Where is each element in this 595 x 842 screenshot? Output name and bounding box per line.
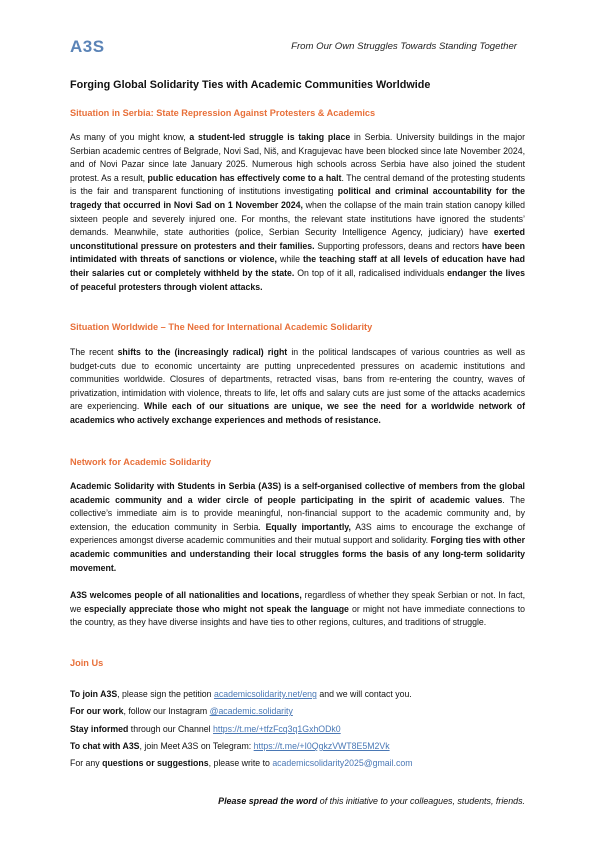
text-run: , follow our Instagram	[123, 706, 210, 716]
text-run: , join Meet A3S on Telegram:	[139, 741, 254, 751]
text-run: through our Channel	[128, 724, 214, 734]
join-line-instagram	[70, 705, 293, 718]
text-run-bold: Forging ties with other academic communities and understanding their local struggles forms the basis of any long-term solidarity movement.	[70, 535, 525, 573]
text-run: The recent	[70, 347, 118, 357]
join-line-channel	[70, 723, 341, 736]
text-run-bold: To chat with A3S	[70, 741, 140, 751]
text-run-bold: exerted unconstitutional pressure on protesters and their families.	[70, 227, 525, 251]
instagram-link[interactable]: @academic.solidarity	[209, 706, 293, 716]
text-run: , please write to	[208, 758, 273, 768]
text-run: , please sign the petition	[117, 689, 214, 699]
text-run: . The central demand of the protesting students is the fair and transparent functioning of institutions investigating	[70, 172, 526, 197]
text-run-bold: endanger the lives of peaceful protesters through violent attacks.	[70, 267, 525, 292]
email-link[interactable]: academicsolidarity2025@gmail.com	[272, 758, 413, 768]
paragraph-network-2	[70, 589, 525, 630]
heading-serbia: Situation in Serbia: State Repression Against Protesters & Academics	[70, 108, 376, 118]
text-run: As many of you might know,	[70, 132, 190, 142]
text-run: of this initiative to your colleagues, students, friends.	[317, 796, 525, 806]
heading-join: Join Us	[70, 658, 104, 668]
text-run-bold: Academic Solidarity with Students in Serbia (A3S) is a self-organised collective of members from the global academic community and a wider circle of people participating in the spirit of academic values	[70, 481, 525, 505]
text-run-bold: questions or suggestions	[102, 758, 209, 768]
text-run-bold: For our work	[70, 706, 124, 716]
text-run-bold: A3S welcomes people of all nationalities and locations,	[70, 590, 302, 600]
join-line-petition	[70, 688, 412, 701]
text-run: On top of it all, radicalised individuals	[294, 267, 448, 278]
text-run-bold: To join A3S	[70, 689, 118, 699]
text-run: when the collapse of the main train station canopy killed sixteen people and severely injured one. For months, the relevant state institutions have ignored the students’ demands. Meanwhile, state authorities (police, Serbian Security Intelligence Agency, judiciary) have	[70, 199, 525, 238]
text-run: while	[276, 254, 304, 265]
text-run-bold: the teaching staff at all levels of education have had their salaries cut or completely withheld by the state.	[70, 254, 525, 278]
footer-note	[218, 796, 525, 806]
text-run: . The collective’s immediate aim is to provide meaningful, non-financial support to the academic community and, by extension, the education community in Serbia.	[70, 494, 525, 532]
text-run: in Serbia. University buildings in the major Serbian academic centres of Belgrade, Novi Sad, Niš, and Kragujevac have been blocked since late November 2024, and of Novi Pazar since late January 2025. Numerous high schools across Serbia have also joined the student protest. As a result,	[70, 132, 526, 183]
text-run-bold: have been intimidated with threats of sanctions or violence,	[70, 240, 525, 265]
petition-link[interactable]: academicsolidarity.net/eng	[213, 689, 317, 699]
telegram-chat-link[interactable]: https://t.me/+I0QgkzVWT8E5M2Vk	[253, 741, 390, 751]
heading-worldwide: Situation Worldwide – The Need for International Academic Solidarity	[70, 322, 373, 332]
join-line-chat	[70, 740, 390, 753]
text-run: regardless of whether they speak Serbian or not. In fact, we	[70, 590, 526, 614]
join-line-email	[70, 757, 413, 770]
paragraph-worldwide	[70, 346, 525, 428]
text-run: and we will contact you.	[316, 689, 412, 699]
text-run: For any	[70, 758, 103, 768]
text-run-bold: Please spread the word	[218, 796, 318, 806]
text-run-bold: Equally importantly,	[265, 521, 351, 532]
header-tagline: From Our Own Struggles Towards Standing Together	[291, 41, 517, 52]
text-run: Supporting professors, deans and rectors	[314, 240, 482, 251]
text-run-bold: especially appreciate those who might not speak the language	[84, 603, 349, 614]
telegram-channel-link[interactable]: https://t.me/+tfzFcq3q1GxhODk0	[213, 724, 341, 734]
text-run-bold: public education has effectively come to a halt	[147, 172, 342, 183]
text-run-bold: While each of our situations are unique, we see the need for a worldwide network of academics who actively exchange experiences and methods of resistance.	[70, 401, 525, 425]
text-run-bold: shifts to the (increasingly radical) right	[117, 347, 288, 357]
document-title: Forging Global Solidarity Ties with Academic Communities Worldwide	[70, 79, 431, 91]
paragraph-serbia	[70, 131, 525, 294]
text-run-bold: political and criminal accountability for the tragedy that occurred in Novi Sad on 1 November 2024,	[70, 186, 526, 210]
paragraph-network-1	[70, 480, 525, 575]
heading-network: Network for Academic Solidarity	[70, 457, 212, 467]
text-run: A3S aims to encourage the exchange of experiences amongst diverse academic communities and their mutual support and solidarity.	[70, 521, 526, 546]
text-run: in the political landscapes of various countries as well as budget-cuts due to economic uncertainty are putting unprecedented pressures on academic institutions and communities worldwide. Closures of departments, retracted visas, bans from re-entering the country, waves of privatization, intimidation with violence, threats to life, let offs and salary cuts are just some of the attacks academics are experiencing.	[70, 347, 526, 412]
text-run: or might not have immediate connections to the country, as they have diverse insights and have ties to other regions, cultures, and traditions of struggle.	[70, 603, 525, 628]
text-run-bold: a student-led struggle is taking place	[189, 132, 351, 142]
text-run-bold: Stay informed	[70, 724, 129, 734]
a3s-logo: A3S	[70, 37, 105, 56]
